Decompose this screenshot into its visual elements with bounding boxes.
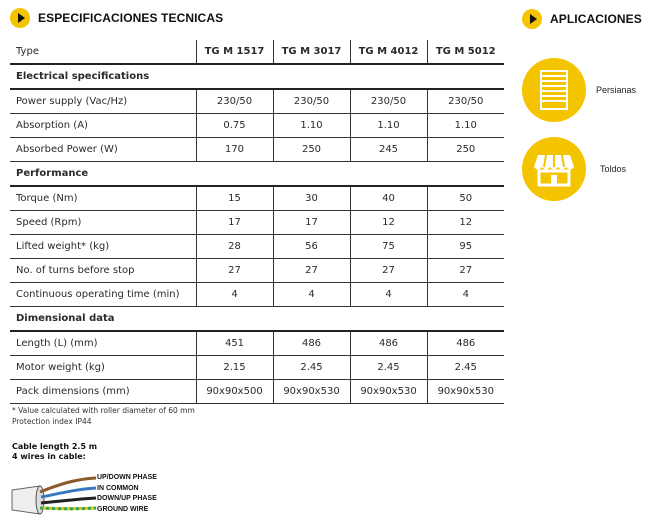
app-label-toldos: Toldos [600, 164, 627, 174]
footnote: * Value calculated with roller diameter of 60 mm [12, 406, 195, 415]
cell: 230/50 [273, 89, 350, 114]
cell: 27 [196, 259, 273, 283]
wire-label: IN COMMON [97, 485, 139, 492]
cell: 250 [427, 138, 504, 162]
specs-header [10, 8, 223, 28]
cable-wires-label: 4 wires in cable: [12, 452, 86, 461]
spec-table [10, 40, 504, 404]
cable-diagram [10, 470, 102, 520]
protection-note: Protection index IP44 [12, 417, 92, 426]
table-row [10, 356, 504, 380]
cable-length-label: Cable length 2.5 m [12, 442, 98, 451]
cell: 17 [196, 211, 273, 235]
table-row [10, 331, 504, 356]
play-arrow-icon [522, 9, 542, 29]
cell: 2.15 [196, 356, 273, 380]
app-icon-toldos [522, 137, 586, 201]
row-label: Continuous operating time (min) [10, 283, 196, 307]
cell: 0.75 [196, 114, 273, 138]
cell: 50 [427, 186, 504, 211]
column-header: TG M 4012 [350, 40, 427, 64]
cell: 28 [196, 235, 273, 259]
cell: 230/50 [427, 89, 504, 114]
cell: 250 [273, 138, 350, 162]
cell: 2.45 [427, 356, 504, 380]
cell: 56 [273, 235, 350, 259]
cell: 486 [273, 331, 350, 356]
row-label: Pack dimensions (mm) [10, 380, 196, 404]
row-label: Torque (Nm) [10, 186, 196, 211]
cell: 95 [427, 235, 504, 259]
cell: 4 [196, 283, 273, 307]
column-header: TG M 5012 [427, 40, 504, 64]
cell: 2.45 [273, 356, 350, 380]
cell: 2.45 [350, 356, 427, 380]
table-row [10, 259, 504, 283]
cell: 30 [273, 186, 350, 211]
table-row [10, 89, 504, 114]
app-label-persianas: Persianas [596, 85, 637, 95]
row-label: Length (L) (mm) [10, 331, 196, 356]
cable-info [12, 442, 97, 462]
table-row [10, 186, 504, 211]
wire-label: DOWN/UP PHASE [97, 495, 157, 502]
section-title: Electrical specifications [10, 64, 504, 89]
cell: 245 [350, 138, 427, 162]
table-row [10, 283, 504, 307]
cell: 486 [427, 331, 504, 356]
row-label: Absorption (A) [10, 114, 196, 138]
row-label: Lifted weight* (kg) [10, 235, 196, 259]
cell: 230/50 [196, 89, 273, 114]
cell: 451 [196, 331, 273, 356]
row-label: Motor weight (kg) [10, 356, 196, 380]
wire-label: GROUND WIRE [97, 506, 149, 513]
table-row [10, 114, 504, 138]
awning-icon [522, 137, 586, 201]
section-title: Performance [10, 162, 504, 187]
apps-header [522, 9, 642, 29]
cell: 90x90x530 [273, 380, 350, 404]
specs-title: ESPECIFICACIONES TECNICAS [38, 11, 224, 25]
roller-shutter-icon [522, 58, 586, 122]
wire-label: UP/DOWN PHASE [97, 474, 157, 481]
cell: 4 [427, 283, 504, 307]
cell: 170 [196, 138, 273, 162]
apps-title: APLICACIONES [550, 12, 642, 26]
wire-black [41, 498, 96, 503]
cell: 1.10 [350, 114, 427, 138]
column-header: TG M 1517 [196, 40, 273, 64]
cell: 486 [350, 331, 427, 356]
section-row [10, 64, 504, 89]
table-row [10, 235, 504, 259]
cell: 40 [350, 186, 427, 211]
app-icon-persianas [522, 58, 586, 122]
cell: 17 [273, 211, 350, 235]
table-row [10, 380, 504, 404]
cell: 27 [273, 259, 350, 283]
section-row [10, 307, 504, 332]
cell: 12 [350, 211, 427, 235]
table-row [10, 138, 504, 162]
cell: 15 [196, 186, 273, 211]
section-title: Dimensional data [10, 307, 504, 332]
cell: 90x90x530 [350, 380, 427, 404]
cell: 4 [273, 283, 350, 307]
cell: 90x90x500 [196, 380, 273, 404]
cell: 1.10 [427, 114, 504, 138]
row-label: Speed (Rpm) [10, 211, 196, 235]
cell: 90x90x530 [427, 380, 504, 404]
cell: 4 [350, 283, 427, 307]
row-label: Absorbed Power (W) [10, 138, 196, 162]
row-label: Power supply (Vac/Hz) [10, 89, 196, 114]
column-header: TG M 3017 [273, 40, 350, 64]
table-header-row [10, 40, 504, 64]
cell: 27 [427, 259, 504, 283]
section-row [10, 162, 504, 187]
column-header: Type [10, 40, 196, 64]
play-arrow-icon [10, 8, 30, 28]
cell: 27 [350, 259, 427, 283]
cell: 75 [350, 235, 427, 259]
cell: 1.10 [273, 114, 350, 138]
cell: 12 [427, 211, 504, 235]
row-label: No. of turns before stop [10, 259, 196, 283]
table-row [10, 211, 504, 235]
cell: 230/50 [350, 89, 427, 114]
